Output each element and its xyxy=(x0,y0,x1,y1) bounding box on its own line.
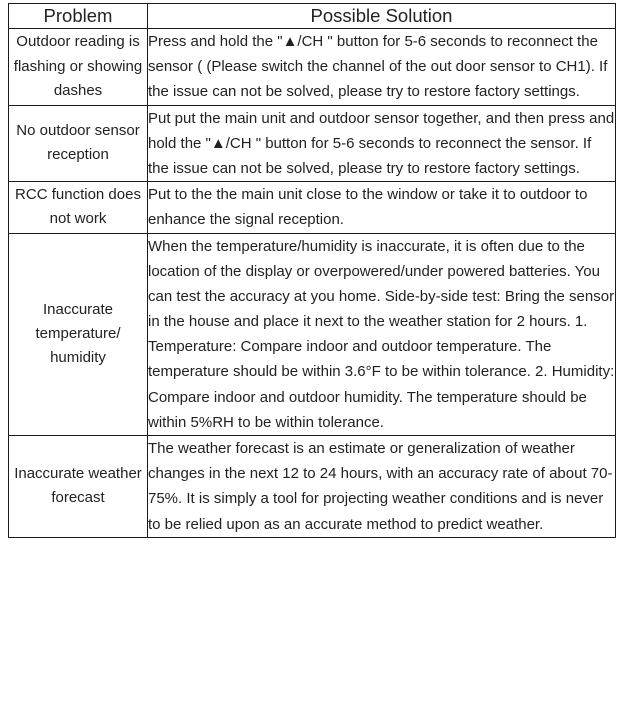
column-header-problem: Problem xyxy=(9,4,148,29)
problem-cell: Inaccurate temperature/ humidity xyxy=(9,233,148,436)
table-row xyxy=(9,29,616,106)
solution-cell: Put to the the main unit close to the window or take it to outdoor to enhance the signal reception. xyxy=(148,182,616,233)
table-row xyxy=(9,436,616,538)
solution-cell: The weather forecast is an estimate or generalization of weather changes in the next 12 to 24 hours, with an accuracy rate of about 70-75%. It is simply a tool for projecting weather conditions and is never to be relied upon as an accurate method to predict weather. xyxy=(148,436,616,538)
table-body xyxy=(9,29,616,538)
table-header-row xyxy=(9,4,616,29)
table-row xyxy=(9,182,616,233)
table-row xyxy=(9,105,616,182)
problem-cell: No outdoor sensor reception xyxy=(9,105,148,182)
table-row xyxy=(9,233,616,436)
column-header-possible-solution: Possible Solution xyxy=(148,4,616,29)
troubleshooting-table xyxy=(8,3,616,538)
solution-cell: When the temperature/humidity is inaccurate, it is often due to the location of the display or overpowered/under powered batteries. You can test the accuracy at you home. Side-by-side test: Bring the sensor in the house and place it next to the weather station for 2 hours. 1. Temperature: Compare indoor and outdoor temperature. The temperature should be within 3.6°F to be within tolerance. 2. Humidity: Compare indoor and outdoor humidity. The temperature should be within 5%RH to be within tolerance. xyxy=(148,233,616,436)
problem-cell: Outdoor reading is flashing or showing dashes xyxy=(9,29,148,106)
solution-cell: Press and hold the "▲/CH " button for 5-6 seconds to reconnect the sensor ( (Please switch the channel of the out door sensor to CH1). If the issue can not be solved, please try to restore factory settings. xyxy=(148,29,616,106)
problem-cell: RCC function does not work xyxy=(9,182,148,233)
table-header xyxy=(9,4,616,29)
problem-cell: Inaccurate weather forecast xyxy=(9,436,148,538)
solution-cell: Put put the main unit and outdoor sensor together, and then press and hold the "▲/CH " button for 5-6 seconds to reconnect the sensor. If the issue can not be solved, please try to restore factory settings. xyxy=(148,105,616,182)
